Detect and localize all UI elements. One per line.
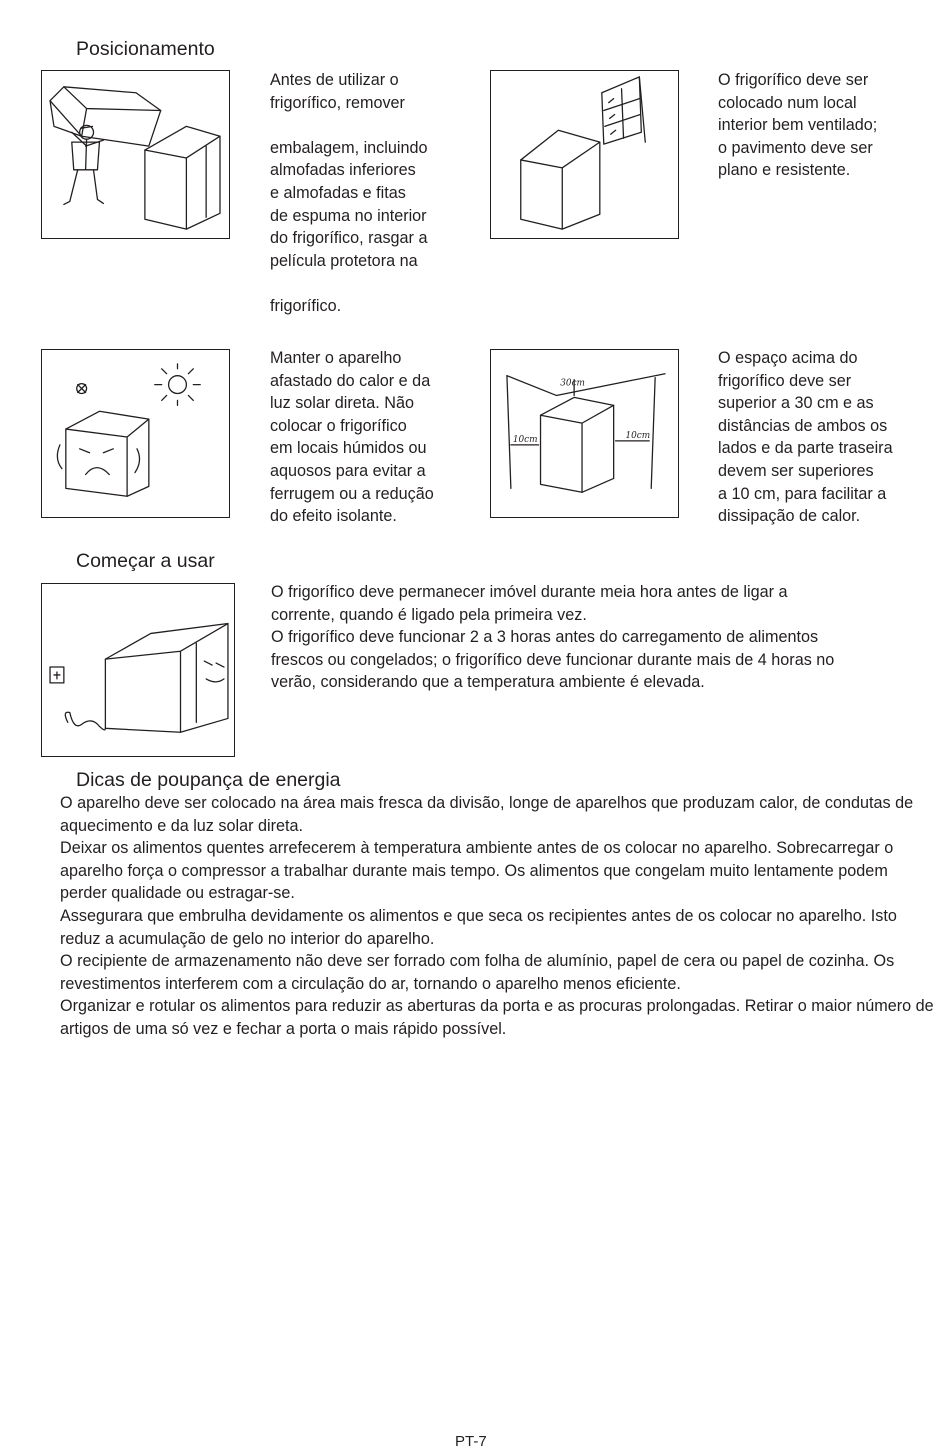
sun-icon xyxy=(169,376,187,394)
positioning-text-3: Manter o aparelho afastado do calor e da luz solar direta. Não colocar o frigorífico em locais húmidos ou aquosos para evitar a ferrugem ou a redução do efeito isolante. xyxy=(270,349,434,526)
energy-tip: O recipiente de armazenamento não deve ser forrado com folha de alumínio, papel de cera ou papel de cozinha. Os revestimentos interferem com a circulação do ar, tornando o aparelho menos eficiente. xyxy=(60,952,895,993)
positioning-heading: Posicionamento xyxy=(76,38,215,60)
ventilation-illustration xyxy=(490,70,679,239)
energy-tip: Deixar os alimentos quentes arrefecerem à temperatura ambiente antes de os colocar no aparelho. Sobrecarregar o aparelho força o compressor a trabalhar durante mais tempo. Os alimentos que congelam muito lentamente podem perder qualidade ou estragar-se. xyxy=(60,839,894,903)
clearance-top-label: 30cm xyxy=(560,378,585,389)
clearance-right-label: 10cm xyxy=(625,430,651,441)
positioning-text-1: Antes de utilizar o frigorífico, remover embalagem, incluindo almofadas inferiores e almofadas e fitas de espuma no interior do frigorífico, rasgar a película protetora na frigorífico. xyxy=(270,71,428,315)
heat-warning-illustration xyxy=(41,349,230,518)
energy-heading: Dicas de poupança de energia xyxy=(76,769,341,791)
energy-tip: Assegurara que embrulha devidamente os alimentos e que seca os recipientes antes de os colocar no aparelho. Isto reduz a acumulação de gelo no interior do aparelho. xyxy=(60,906,897,948)
plugged-fridge-illustration xyxy=(41,583,235,757)
clearance-left-label: 10cm xyxy=(512,434,538,445)
unpacking-illustration xyxy=(41,70,230,239)
start-text: O frigorífico deve permanecer imóvel durante meia hora antes de ligar a corrente, quando é ligado pela primeira vez. O frigorífico deve funcionar 2 a 3 horas antes do carregamento de alimentos frescos ou congelados; o frigorífico deve funcionar durante mais de 4 horas no verão, considerando que a temperatura ambiente é elevada. xyxy=(271,583,835,692)
clearance-illustration xyxy=(490,349,679,518)
page-number: PT-7 xyxy=(455,1433,487,1450)
energy-tip: Organizar e rotular os alimentos para reduzir as aberturas da porta e as procuras prolongadas. Retirar o maior número de artigos de uma só vez e fechar a porta o mais rápido possível. xyxy=(60,997,934,1038)
positioning-text-4: O espaço acima do frigorífico deve ser superior a 30 cm e as distâncias de ambos os lados e da parte traseira devem ser superiores a 10 cm, para facilitar a dissipação de calor. xyxy=(718,349,893,526)
energy-tips xyxy=(60,792,938,1041)
start-heading: Começar a usar xyxy=(76,550,215,572)
positioning-text-2: O frigorífico deve ser colocado num local interior bem ventilado; o pavimento deve ser plano e resistente. xyxy=(718,71,878,180)
energy-tip: O aparelho deve ser colocado na área mais fresca da divisão, longe de aparelhos que produzam calor, de condutas de aquecimento e da luz solar direta. xyxy=(60,794,914,835)
